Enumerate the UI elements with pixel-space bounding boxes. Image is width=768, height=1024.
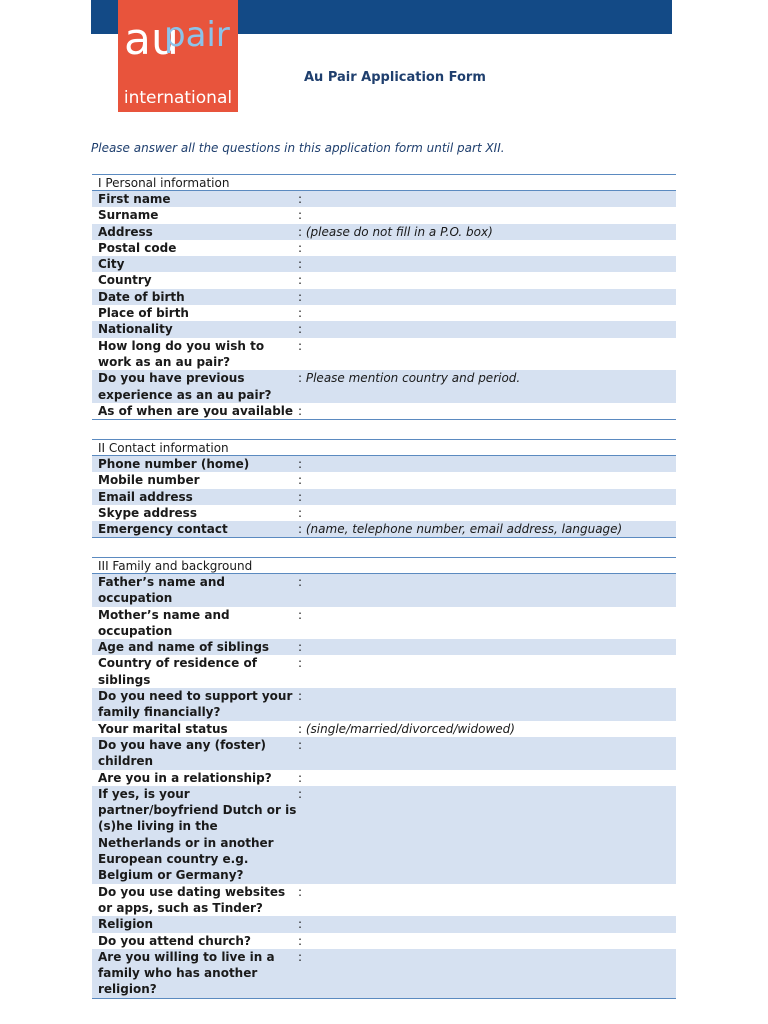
form-row — [92, 321, 676, 337]
field-label: Age and name of siblings — [98, 640, 270, 655]
field-value[interactable] — [298, 688, 676, 721]
form-row — [92, 949, 676, 998]
field-label: Do you attend church? — [98, 933, 251, 948]
form-row — [92, 207, 676, 223]
field-label: Mother’s name and occupation — [98, 607, 230, 638]
logo-subtitle: international — [123, 88, 233, 108]
field-label: Do you use dating websites or apps, such as Tinder? — [98, 884, 286, 915]
field-colon: : — [298, 457, 303, 471]
field-label: Place of birth — [98, 306, 189, 321]
form-row — [92, 403, 676, 419]
field-value[interactable] — [298, 305, 676, 321]
field-colon: : — [298, 240, 303, 255]
field-label: Mobile number — [98, 473, 200, 488]
field-label: Do you need to support your family financially? — [98, 689, 293, 720]
field-label: First name — [98, 192, 171, 206]
form-row — [92, 191, 676, 207]
intro-text: Please answer all the questions in this application form until part XII. — [91, 141, 505, 155]
field-value[interactable] — [298, 207, 676, 223]
form-row — [92, 607, 676, 640]
field-value[interactable] — [298, 949, 676, 998]
form-section-2 — [92, 439, 676, 538]
form-row — [92, 574, 676, 607]
form-row — [92, 456, 676, 472]
field-label: Country — [98, 273, 152, 288]
form-row — [92, 305, 676, 321]
form-row — [92, 721, 676, 737]
field-label: Country of residence of siblings — [98, 656, 257, 687]
form-section-1 — [92, 174, 676, 420]
form-row — [92, 505, 676, 521]
form-row — [92, 688, 676, 721]
form-row — [92, 256, 676, 272]
field-label: Skype address — [98, 505, 197, 520]
field-colon: : — [298, 770, 303, 785]
form-row — [92, 472, 676, 488]
field-value[interactable] — [298, 191, 676, 207]
document-title: Au Pair Application Form — [304, 70, 486, 85]
field-label: Do you have previous experience as an au pair? — [98, 371, 272, 402]
field-value[interactable] — [298, 338, 676, 371]
field-value[interactable] — [298, 933, 676, 949]
section-heading: III Family and background — [92, 557, 676, 574]
field-value[interactable] — [298, 574, 676, 607]
field-value[interactable] — [298, 289, 676, 305]
field-colon: : — [298, 489, 303, 504]
field-label: Emergency contact — [98, 522, 228, 537]
field-value[interactable] — [298, 256, 676, 272]
field-value[interactable] — [298, 655, 676, 688]
field-value[interactable] — [298, 737, 676, 770]
form-section-3 — [92, 557, 676, 999]
field-value[interactable] — [298, 240, 676, 256]
field-colon: : — [298, 607, 303, 622]
form-row — [92, 289, 676, 305]
au-pair-international-logo — [118, 0, 238, 112]
form-row — [92, 338, 676, 371]
field-label: If yes, is your partner/boyfriend Dutch or is (s)he living in the Netherlands or in another European country e.g. Belgium or Germany? — [98, 786, 297, 883]
form-row — [92, 786, 676, 884]
form-row — [92, 489, 676, 505]
form-row — [92, 240, 676, 256]
field-value[interactable] — [298, 370, 676, 403]
field-value[interactable] — [298, 639, 676, 655]
field-value[interactable] — [298, 521, 676, 537]
form-row — [92, 770, 676, 786]
section-heading: II Contact information — [92, 439, 676, 456]
field-label: Surname — [98, 208, 159, 223]
field-note: (single/married/divorced/widowed) — [305, 721, 515, 736]
field-value[interactable] — [298, 884, 676, 917]
field-colon: : — [298, 306, 303, 321]
field-value[interactable] — [298, 770, 676, 786]
field-note: (name, telephone number, email address, language) — [305, 522, 623, 537]
form-row — [92, 916, 676, 932]
field-value[interactable] — [298, 786, 676, 884]
field-colon: : — [298, 403, 303, 418]
field-colon: : — [298, 640, 303, 655]
field-value[interactable] — [298, 916, 676, 932]
field-value[interactable] — [298, 505, 676, 521]
field-colon: : — [298, 273, 303, 288]
field-colon: : — [298, 289, 303, 304]
field-colon: : — [298, 338, 303, 353]
form-row — [92, 224, 676, 240]
form-row — [92, 884, 676, 917]
field-colon: : — [298, 208, 303, 223]
field-colon: : — [298, 656, 303, 671]
field-label: Father’s name and occupation — [98, 575, 226, 606]
form-row — [92, 737, 676, 770]
field-colon: : — [298, 949, 303, 964]
field-value[interactable] — [298, 224, 676, 240]
field-note: (please do not fill in a P.O. box) — [305, 224, 493, 239]
form-row — [92, 639, 676, 655]
field-label: City — [98, 257, 125, 272]
field-value[interactable] — [298, 403, 676, 419]
field-colon: : — [298, 689, 303, 704]
field-colon: : — [298, 917, 303, 932]
field-label: Address — [98, 224, 153, 239]
field-colon: : — [298, 933, 303, 948]
logo-mark-top: au — [124, 14, 179, 65]
field-label: Your marital status — [98, 721, 228, 736]
field-value[interactable] — [298, 607, 676, 640]
field-value[interactable] — [298, 721, 676, 737]
field-value[interactable] — [298, 272, 676, 288]
section-heading: I Personal information — [92, 174, 676, 191]
field-label: Religion — [98, 917, 154, 932]
field-label: As of when are you available — [98, 403, 294, 418]
field-colon: : — [298, 786, 303, 801]
field-value[interactable] — [298, 321, 676, 337]
field-colon: : — [298, 522, 306, 537]
field-colon: : — [298, 257, 303, 272]
field-value[interactable] — [298, 472, 676, 488]
field-label: Date of birth — [98, 289, 185, 304]
logo-mark — [118, 2, 238, 72]
field-label: Are you in a relationship? — [98, 770, 272, 785]
field-colon: : — [298, 192, 303, 206]
field-colon: : — [298, 884, 303, 899]
field-label: Do you have any (foster) children — [98, 737, 266, 769]
field-value[interactable] — [298, 456, 676, 472]
field-colon: : — [298, 737, 303, 752]
field-label: Postal code — [98, 240, 177, 255]
field-colon: : — [298, 505, 303, 520]
field-label: Nationality — [98, 322, 173, 337]
form-row — [92, 272, 676, 288]
field-label: Are you willing to live in a family who has another religion? — [98, 949, 275, 997]
field-value[interactable] — [298, 489, 676, 505]
field-colon: : — [298, 322, 303, 337]
field-label: Email address — [98, 489, 193, 504]
form-row — [92, 933, 676, 949]
field-colon: : — [298, 371, 306, 386]
field-label: How long do you wish to work as an au pair? — [98, 338, 265, 369]
field-colon: : — [298, 224, 306, 239]
field-colon: : — [298, 473, 303, 488]
form-row — [92, 370, 676, 403]
field-colon: : — [298, 575, 303, 589]
form-row — [92, 655, 676, 688]
field-label: Phone number (home) — [98, 457, 250, 471]
logo-mark-script: pair — [164, 15, 230, 55]
field-colon: : — [298, 721, 306, 736]
field-note: Please mention country and period. — [305, 371, 521, 386]
form-row — [92, 521, 676, 537]
